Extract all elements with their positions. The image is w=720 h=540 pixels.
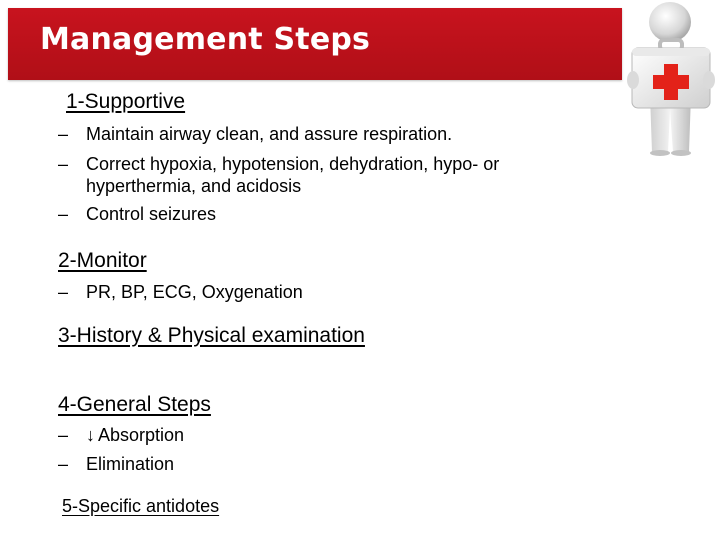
section-heading-specific-antidotes: 5-Specific antidotes	[62, 496, 220, 516]
bullet-dash: –	[58, 282, 69, 302]
list-item: – Control seizures	[58, 204, 217, 224]
list-item-continuation: hyperthermia, and acidosis	[86, 176, 302, 196]
section-heading-general-steps: 4-General Steps	[58, 393, 211, 416]
bullet-dash: –	[58, 124, 69, 144]
list-item: – Correct hypoxia, hypotension, dehydration, hypo- or	[58, 154, 500, 174]
bullet-dash: –	[58, 425, 69, 445]
arrow-down-icon: ↓	[86, 425, 95, 445]
list-item: – ↓ Absorption	[58, 425, 185, 445]
list-item: – Elimination	[58, 454, 175, 474]
first-aid-kit-person-icon	[622, 0, 720, 160]
list-item: – PR, BP, ECG, Oxygenation	[58, 282, 303, 302]
section-heading-supportive: 1-Supportive	[66, 90, 186, 113]
section-heading-history: 3-History & Physical examination	[58, 324, 365, 347]
bullet-dash: –	[58, 454, 69, 474]
section-heading-monitor: 2-Monitor	[58, 249, 147, 272]
title-bar	[8, 8, 622, 80]
slide-title: Management Steps	[40, 22, 371, 57]
list-item: – Maintain airway clean, and assure respiration.	[58, 124, 453, 144]
bullet-dash: –	[58, 154, 69, 174]
bullet-dash: –	[58, 204, 69, 224]
